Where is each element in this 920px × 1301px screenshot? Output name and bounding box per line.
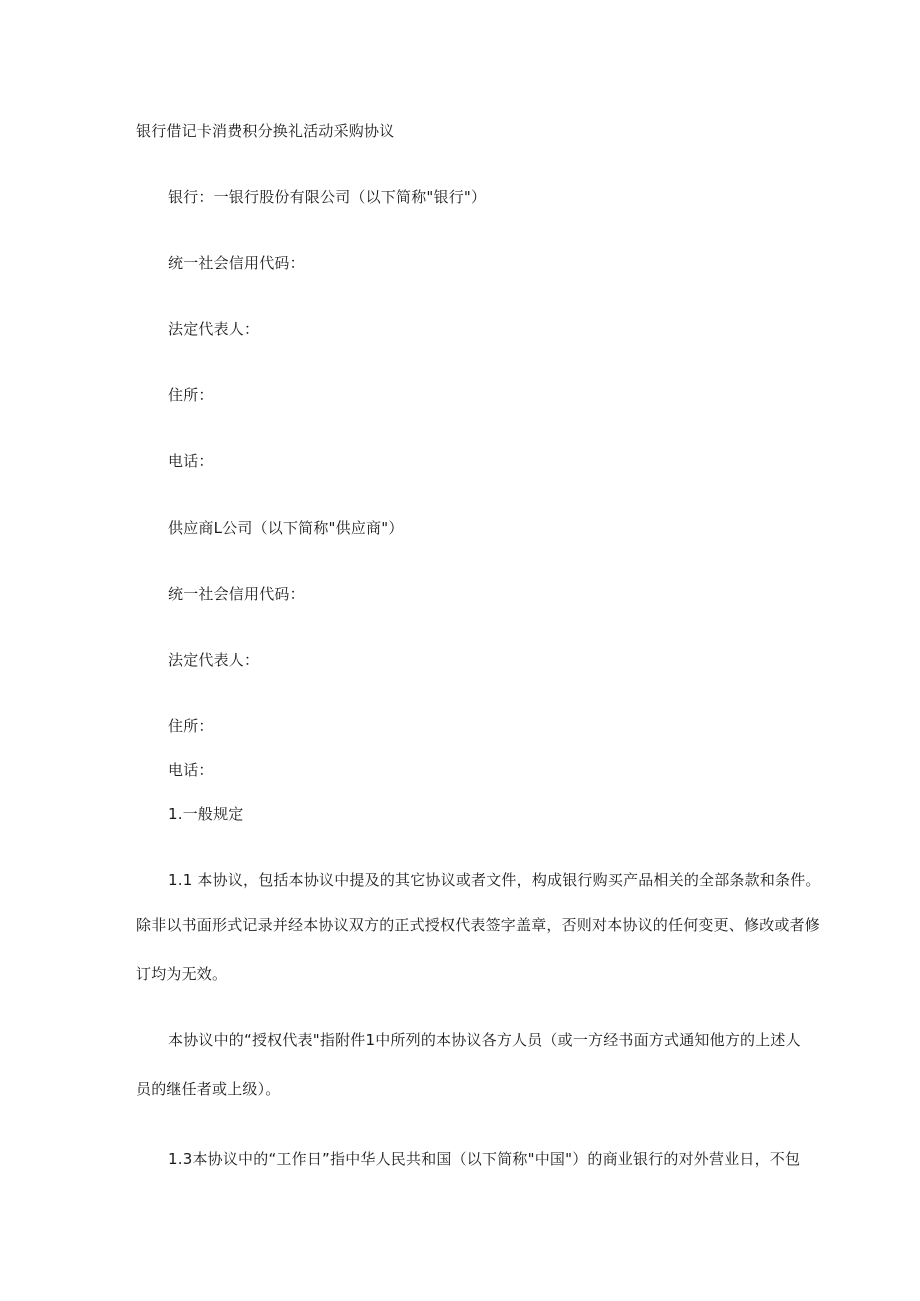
supplier-address: 住所： xyxy=(168,717,214,735)
section-1-1-line-3: 订均为无效。 xyxy=(136,965,228,983)
section-1-1-line-1: 1.1 本协议，包括本协议中提及的其它协议或者文件，构成银行购买产品相关的全部条款和条件。 xyxy=(168,871,821,889)
section-1-1-line-2: 除非以书面形式记录并经本协议双方的正式授权代表签字盖章，否则对本协议的任何变更、修改或者修 xyxy=(136,916,821,934)
bank-address: 住所： xyxy=(168,386,214,404)
document-title: 银行借记卡消费积分换礼活动采购协议 xyxy=(136,122,395,140)
section-1-3-line-1: 1.3本协议中的“工作日”指中华人民共和国（以下简称"中国"）的商业银行的对外营业日，不包 xyxy=(168,1150,801,1168)
section-1-2-line-1: 本协议中的“授权代表"指附件1中所列的本协议各方人员（或一方经书面方式通知他方的上述人 xyxy=(168,1031,801,1049)
supplier-credit-code: 统一社会信用代码： xyxy=(168,585,305,603)
bank-credit-code: 统一社会信用代码： xyxy=(168,254,305,272)
bank-legal-rep: 法定代表人： xyxy=(168,320,260,338)
supplier-phone: 电话： xyxy=(168,761,214,779)
supplier-name-line: 供应商L公司（以下简称"供应商"） xyxy=(168,519,404,537)
supplier-legal-rep: 法定代表人： xyxy=(168,651,260,669)
bank-name-line: 银行：一银行股份有限公司（以下简称"银行"） xyxy=(168,188,487,206)
section-1-2-line-2: 员的继任者或上级）。 xyxy=(136,1080,281,1098)
bank-phone: 电话： xyxy=(168,452,214,470)
section-1-heading: 1.一般规定 xyxy=(168,805,244,823)
